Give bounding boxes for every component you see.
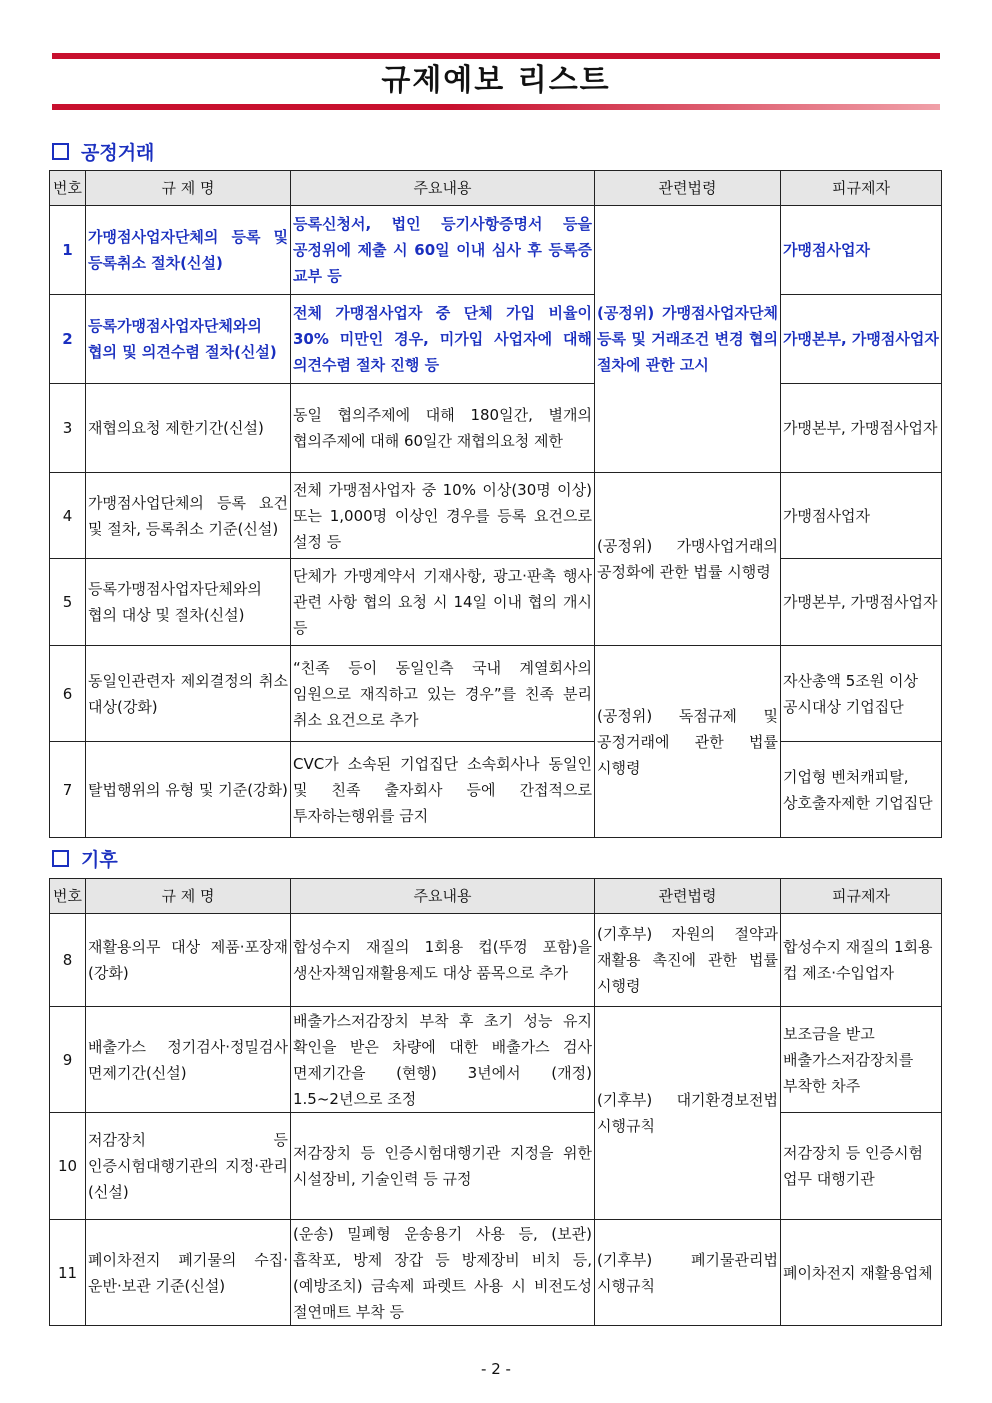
table-row <box>50 559 942 646</box>
header-no: 번호 <box>50 879 86 914</box>
regulation-name: 탈법행위의 유형 및 기준(강화) <box>86 742 291 838</box>
table-row <box>50 384 942 473</box>
row-number: 7 <box>50 742 86 838</box>
row-number: 10 <box>50 1113 86 1220</box>
header-name: 규 제 명 <box>86 879 291 914</box>
main-content: 저감장치 등 인증시험대행기관 지정을 위한 시설장비, 기술인력 등 규정 <box>291 1113 595 1220</box>
regulation-name: 재활용의무 대상 제품·포장재(강화) <box>86 914 291 1007</box>
header-name: 규 제 명 <box>86 171 291 206</box>
header-law: 관련법령 <box>595 879 781 914</box>
main-content: 등록신청서, 법인 등기사항증명서 등을 공정위에 제출 시 60일 이내 심사 후 등록증 교부 등 <box>291 206 595 295</box>
main-content: 합성수지 재질의 1회용 컵(뚜껑 포함)을 생산자책임재활용제도 대상 품목으로 추가 <box>291 914 595 1007</box>
regulated-party: 저감장치 등 인증시험 업무 대행기관 <box>781 1113 942 1220</box>
section-heading-fair-trade <box>52 138 154 165</box>
table-row <box>50 646 942 742</box>
section-heading-climate <box>52 845 118 872</box>
table-row <box>50 473 942 559</box>
regulation-name: 폐이차전지 폐기물의 수집·운반·보관 기준(신설) <box>86 1220 291 1326</box>
regulation-name: 가맹점사업자단체의 등록 및 등록취소 절차(신설) <box>86 206 291 295</box>
row-number: 3 <box>50 384 86 473</box>
table-header-row <box>50 171 942 206</box>
square-bullet-icon <box>52 143 69 160</box>
section-title: 공정거래 <box>81 142 155 164</box>
header-law: 관련법령 <box>595 171 781 206</box>
table-row <box>50 1007 942 1113</box>
row-number: 11 <box>50 1220 86 1326</box>
regulation-name: 배출가스 정기검사·정밀검사 면제기간(신설) <box>86 1007 291 1113</box>
row-number: 8 <box>50 914 86 1007</box>
page-title: 규제예보 리스트 <box>381 63 611 98</box>
regulated-party: 합성수지 재질의 1회용 컵 제조·수입업자 <box>781 914 942 1007</box>
main-content: 동일 협의주제에 대해 180일간, 별개의 협의주제에 대해 60일간 재협의요청 제한 <box>291 384 595 473</box>
main-content: 단체가 가맹계약서 기재사항, 광고·판촉 행사 관련 사항 협의 요청 시 14일 이내 협의 개시 등 <box>291 559 595 646</box>
regulation-name: 저감장치 등 인증시험대행기관의 지정·관리(신설) <box>86 1113 291 1220</box>
table-header-row <box>50 879 942 914</box>
regulated-party: 기업형 벤처캐피탈, 상호출자제한 기업집단 <box>781 742 942 838</box>
regulated-party: 보조금을 받고 배출가스저감장치를 부착한 차주 <box>781 1007 942 1113</box>
table-row <box>50 1220 942 1326</box>
regulated-party: 폐이차전지 재활용업체 <box>781 1220 942 1326</box>
regulation-table-climate <box>49 878 942 1326</box>
row-number: 9 <box>50 1007 86 1113</box>
table-row <box>50 295 942 384</box>
regulated-party: 자산총액 5조원 이상 공시대상 기업집단 <box>781 646 942 742</box>
row-number: 5 <box>50 559 86 646</box>
header-target: 피규제자 <box>781 171 942 206</box>
title-top-bar <box>52 53 940 59</box>
table-row <box>50 206 942 295</box>
page-number: - 2 - <box>481 1360 511 1378</box>
related-law: (공정위) 가맹점사업자단체 등록 및 거래조건 변경 협의 절차에 관한 고시 <box>595 206 781 473</box>
regulation-name: 등록가맹점사업자단체와의 협의 대상 및 절차(신설) <box>86 559 291 646</box>
header-no: 번호 <box>50 171 86 206</box>
regulation-name: 등록가맹점사업자단체와의 협의 및 의견수렴 절차(신설) <box>86 295 291 384</box>
header-target: 피규제자 <box>781 879 942 914</box>
regulated-party: 가맹점사업자 <box>781 473 942 559</box>
regulated-party: 가맹본부, 가맹점사업자 <box>781 559 942 646</box>
square-bullet-icon <box>52 850 69 867</box>
related-law: (공정위) 가맹사업거래의 공정화에 관한 법률 시행령 <box>595 473 781 646</box>
regulation-table-fair-trade <box>49 170 942 838</box>
regulated-party: 가맹본부, 가맹점사업자 <box>781 295 942 384</box>
related-law: (공정위) 독점규제 및 공정거래에 관한 법률 시행령 <box>595 646 781 838</box>
row-number: 4 <box>50 473 86 559</box>
main-content: 전체 가맹점사업자 중 단체 가입 비율이 30% 미만인 경우, 미가입 사업자에 대해 의견수렴 절차 진행 등 <box>291 295 595 384</box>
regulation-name: 가맹점사업단체의 등록 요건 및 절차, 등록취소 기준(신설) <box>86 473 291 559</box>
row-number: 1 <box>50 206 86 295</box>
title-bottom-bar <box>52 104 940 110</box>
main-content: “친족 등이 동일인측 국내 계열회사의 임원으로 재직하고 있는 경우”를 친족 분리 취소 요건으로 추가 <box>291 646 595 742</box>
regulated-party: 가맹점사업자 <box>781 206 942 295</box>
table-row <box>50 914 942 1007</box>
related-law: (기후부) 대기환경보전법 시행규칙 <box>595 1007 781 1220</box>
section-title: 기후 <box>81 849 118 871</box>
regulation-name: 재협의요청 제한기간(신설) <box>86 384 291 473</box>
main-content: 배출가스저감장치 부착 후 초기 성능 유지 확인을 받은 차량에 대한 배출가스 검사 면제기간을 (현행) 3년에서 (개정) 1.5~2년으로 조정 <box>291 1007 595 1113</box>
regulation-name: 동일인관련자 제외결정의 취소 대상(강화) <box>86 646 291 742</box>
header-content: 주요내용 <box>291 879 595 914</box>
table-row <box>50 742 942 838</box>
related-law: (기후부) 자원의 절약과 재활용 촉진에 관한 법률 시행령 <box>595 914 781 1007</box>
main-content: 전체 가맹점사업자 중 10% 이상(30명 이상) 또는 1,000명 이상인 경우를 등록 요건으로 설정 등 <box>291 473 595 559</box>
header-content: 주요내용 <box>291 171 595 206</box>
related-law: (기후부) 폐기물관리법 시행규칙 <box>595 1220 781 1326</box>
regulated-party: 가맹본부, 가맹점사업자 <box>781 384 942 473</box>
main-content: (운송) 밀폐형 운송용기 사용 등, (보관) 흡착포, 방제 장갑 등 방제장비 비치 등, (예방조치) 금속제 파렛트 사용 시 비전도성 절연매트 부착 등 <box>291 1220 595 1326</box>
main-content: CVC가 소속된 기업집단 소속회사나 동일인 및 친족 출자회사 등에 간접적으로 투자하는행위를 금지 <box>291 742 595 838</box>
row-number: 6 <box>50 646 86 742</box>
row-number: 2 <box>50 295 86 384</box>
table-row <box>50 1113 942 1220</box>
